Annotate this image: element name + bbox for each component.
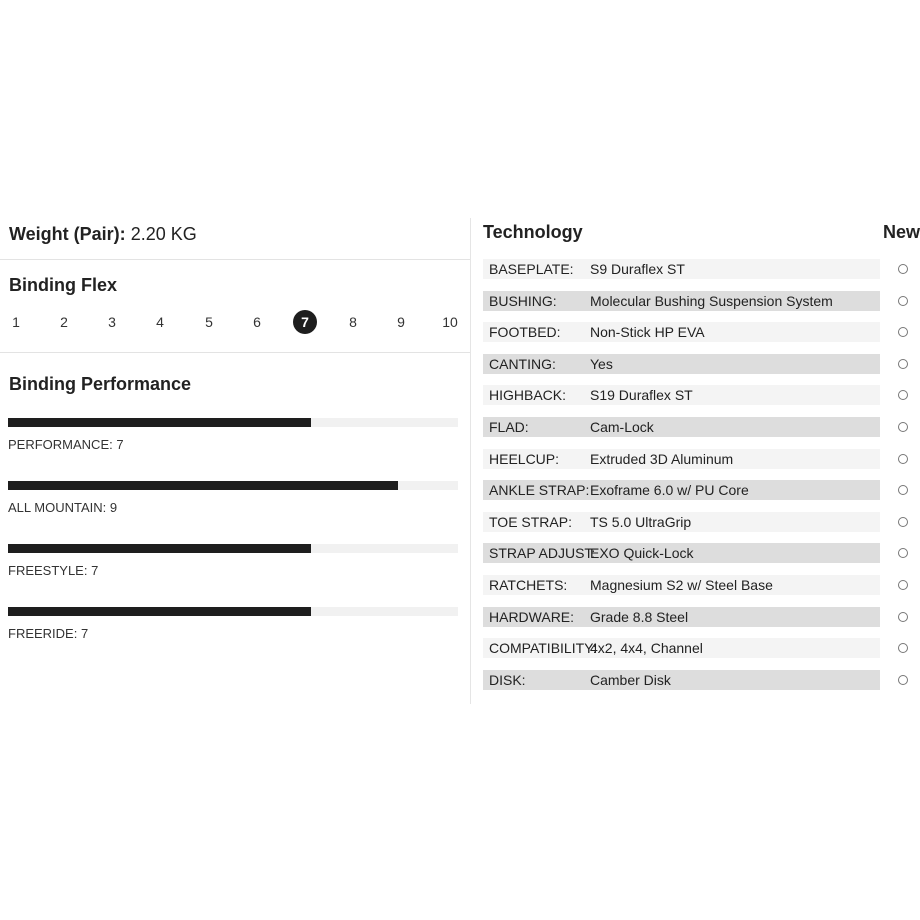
tech-value: S9 Duraflex ST <box>590 261 685 277</box>
tech-key: COMPATIBILITY: <box>489 640 597 657</box>
tech-key: ANKLE STRAP: <box>489 482 590 499</box>
tech-row <box>483 449 880 469</box>
technology-title: Technology <box>483 222 583 242</box>
tech-row <box>483 354 880 374</box>
performance-bar-track <box>8 607 458 616</box>
new-feature-radio[interactable] <box>898 612 908 622</box>
new-feature-radio[interactable] <box>898 548 908 558</box>
tech-row <box>483 480 880 500</box>
tech-row <box>483 670 880 690</box>
tech-value: Exoframe 6.0 w/ PU Core <box>590 482 749 499</box>
performance-label: ALL MOUNTAIN: 9 <box>8 500 118 515</box>
tech-key: BASEPLATE: <box>489 261 574 277</box>
tech-value: Extruded 3D Aluminum <box>590 450 734 467</box>
tech-key: CANTING: <box>489 355 556 372</box>
flex-number-2: 2 <box>60 314 68 330</box>
weight-label: Weight (Pair): <box>9 224 126 244</box>
column-divider <box>470 218 471 704</box>
performance-label: FREESTYLE: 7 <box>8 563 99 578</box>
weight-value: 2.20 KG <box>130 224 197 244</box>
flex-number-10: 10 <box>442 314 458 330</box>
new-feature-radio[interactable] <box>898 390 908 400</box>
new-feature-radio[interactable] <box>898 359 908 369</box>
flex-number-7: 7 <box>293 310 317 334</box>
weight-spec <box>9 224 197 245</box>
tech-key: DISK: <box>489 671 526 688</box>
tech-row <box>483 417 880 437</box>
new-feature-radio[interactable] <box>898 454 908 464</box>
tech-value: TS 5.0 UltraGrip <box>590 513 692 530</box>
flex-number-8: 8 <box>349 314 357 330</box>
new-column-header: New <box>883 222 920 242</box>
performance-bar-track <box>8 481 458 490</box>
tech-value: Grade 8.8 Steel <box>590 608 689 625</box>
performance-bar-track <box>8 418 458 427</box>
tech-row <box>483 638 880 658</box>
tech-row <box>483 385 880 405</box>
flex-number-1: 1 <box>12 314 20 330</box>
new-feature-radio[interactable] <box>898 264 908 274</box>
new-feature-radio[interactable] <box>898 485 908 495</box>
tech-value: 4x2, 4x4, Channel <box>590 640 703 657</box>
tech-key: STRAP ADJUST: <box>489 545 596 562</box>
tech-row <box>483 291 880 311</box>
binding-performance-title: Binding Performance <box>9 374 192 394</box>
tech-value: EXO Quick-Lock <box>590 545 694 562</box>
tech-row <box>483 259 880 279</box>
tech-value: Yes <box>590 355 613 372</box>
tech-key: RATCHETS: <box>489 577 568 593</box>
performance-bar-track <box>8 544 458 553</box>
tech-row <box>483 512 880 532</box>
tech-value: S19 Duraflex ST <box>590 387 693 404</box>
new-feature-radio[interactable] <box>898 517 908 527</box>
new-feature-radio[interactable] <box>898 422 908 432</box>
flex-number-4: 4 <box>156 314 164 330</box>
tech-key: FOOTBED: <box>489 324 561 341</box>
performance-bar-fill <box>8 544 311 553</box>
flex-number-5: 5 <box>205 314 213 330</box>
new-feature-radio[interactable] <box>898 580 908 590</box>
performance-bar-fill <box>8 481 398 490</box>
performance-bar-fill <box>8 418 311 427</box>
tech-key: HARDWARE: <box>489 608 575 625</box>
tech-value: Camber Disk <box>590 671 671 688</box>
flex-number-3: 3 <box>108 314 116 330</box>
performance-label: PERFORMANCE: 7 <box>8 437 124 452</box>
tech-row <box>483 543 880 563</box>
tech-value: Non-Stick HP EVA <box>590 324 705 341</box>
tech-key: HIGHBACK: <box>489 387 567 404</box>
new-feature-radio[interactable] <box>898 675 908 685</box>
tech-key: FLAD: <box>489 419 529 435</box>
tech-key: HEELCUP: <box>489 450 560 467</box>
performance-bar-fill <box>8 607 311 616</box>
performance-label: FREERIDE: 7 <box>8 626 89 641</box>
tech-row <box>483 575 880 595</box>
section-divider <box>0 259 470 260</box>
tech-value: Magnesium S2 w/ Steel Base <box>590 577 773 593</box>
new-feature-radio[interactable] <box>898 296 908 306</box>
new-feature-radio[interactable] <box>898 327 908 337</box>
new-feature-radio[interactable] <box>898 643 908 653</box>
flex-number-9: 9 <box>397 314 405 330</box>
section-divider <box>0 352 470 353</box>
tech-key: BUSHING: <box>489 292 557 309</box>
tech-row <box>483 607 880 627</box>
flex-number-6: 6 <box>253 314 261 330</box>
tech-row <box>483 322 880 342</box>
tech-value: Molecular Bushing Suspension System <box>590 292 833 309</box>
tech-value: Cam-Lock <box>590 419 654 435</box>
binding-flex-scale <box>0 310 470 336</box>
tech-key: TOE STRAP: <box>489 513 572 530</box>
binding-flex-title: Binding Flex <box>9 275 117 295</box>
